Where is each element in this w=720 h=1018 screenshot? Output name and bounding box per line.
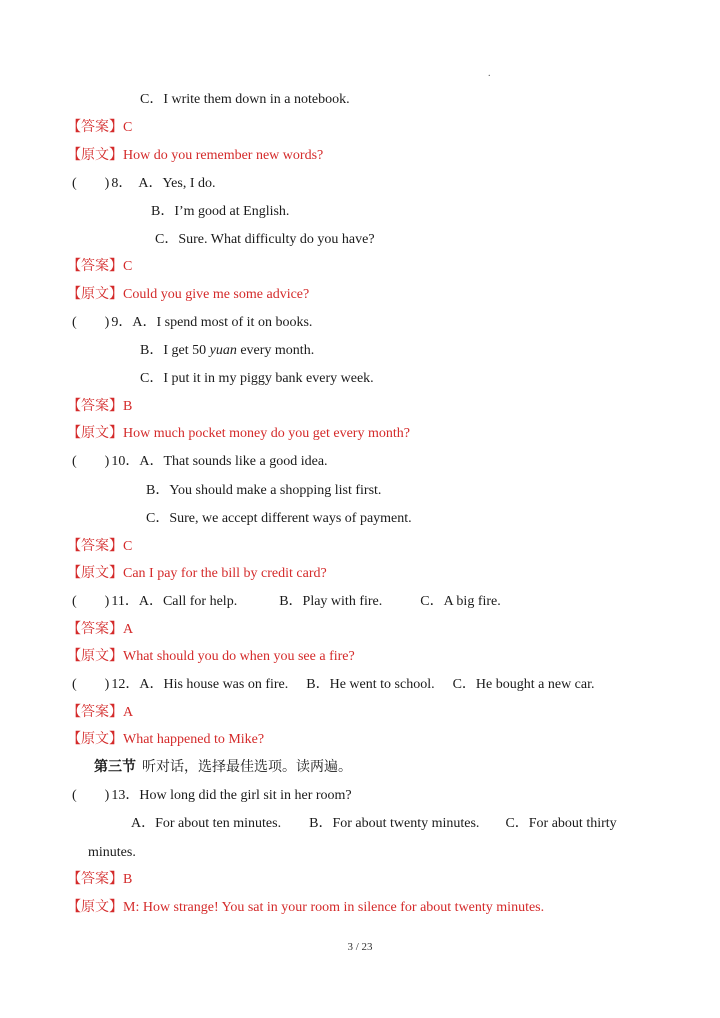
q8-option-b: B．I’m good at English. [151, 204, 290, 219]
answer-value: C [123, 539, 133, 554]
answer-label: 【答案】 [67, 120, 123, 135]
q8-option-a: A．Yes, I do. [138, 176, 216, 191]
answer-label: 【答案】 [67, 705, 123, 720]
answer-9 [67, 398, 132, 416]
q13-option-b: B．For about twenty minutes. [309, 816, 480, 831]
q9-row [72, 314, 312, 332]
transcript-11 [67, 648, 355, 666]
question-number: 11． [111, 594, 139, 609]
answer-blank-open: ( [72, 454, 77, 469]
section-instructions: 听对话，选择最佳选项。读两遍。 [142, 760, 352, 775]
answer-value: C [123, 259, 133, 274]
transcript-text: How much pocket money do you get every month? [123, 426, 410, 441]
q8-option-c: C．Sure. What difficulty do you have? [155, 232, 375, 247]
answer-7 [67, 119, 132, 137]
transcript-text: Could you give me some advice? [123, 287, 310, 302]
transcript-text: M: How strange! You sat in your room in silence for about twenty minutes. [123, 900, 545, 915]
answer-10 [67, 538, 132, 556]
answer-label: 【答案】 [67, 872, 123, 887]
q7-option-c: C．I write them down in a notebook. [140, 92, 350, 107]
transcript-text: How do you remember new words? [123, 148, 324, 163]
question-number: 13． [111, 788, 140, 803]
question-number: 10． [111, 454, 140, 469]
transcript-label: 【原文】 [67, 426, 123, 441]
answer-blank-close: ) [104, 176, 110, 191]
q13-row [72, 787, 352, 805]
section-title: 第三节 [94, 760, 136, 775]
q10-option-c: C．Sure, we accept different ways of payment. [146, 511, 412, 526]
q9-option-b-italic: yuan [209, 343, 237, 358]
answer-value: B [123, 872, 133, 887]
transcript-7 [67, 147, 323, 165]
transcript-text: Can I pay for the bill by credit card? [123, 566, 327, 581]
transcript-10 [67, 565, 327, 583]
q13-stem: How long did the girl sit in her room? [139, 788, 352, 803]
q8-row [72, 175, 216, 193]
answer-value: B [123, 399, 133, 414]
answer-blank-close: ) [104, 315, 110, 330]
transcript-text: What should you do when you see a fire? [123, 649, 355, 664]
answer-value: A [123, 705, 134, 720]
transcript-label: 【原文】 [67, 900, 123, 915]
q13-option-c-continued: minutes. [88, 845, 136, 860]
q10-option-b: B．You should make a shopping list first. [146, 483, 382, 498]
answer-12 [67, 704, 133, 722]
answer-8 [67, 258, 132, 276]
page-number: 3 / 23 [347, 941, 373, 953]
answer-label: 【答案】 [67, 539, 123, 554]
q9-option-a: A．I spend most of it on books. [132, 315, 313, 330]
q10-row [72, 453, 328, 471]
q13-option-a: A．For about ten minutes. [131, 816, 282, 831]
q9-option-b [140, 342, 314, 360]
question-number: 8． [111, 176, 133, 191]
answer-13 [67, 871, 132, 889]
transcript-8 [67, 286, 309, 304]
transcript-text: What happened to Mike? [123, 732, 265, 747]
q11-option-b: B．Play with fire. [279, 594, 383, 609]
answer-blank-open: ( [72, 788, 77, 803]
answer-11 [67, 621, 133, 639]
q9-option-c: C．I put it in my piggy bank every week. [140, 371, 374, 386]
transcript-9 [67, 425, 410, 443]
q11-option-c: C．A big fire. [420, 594, 501, 609]
answer-blank-close: ) [104, 677, 110, 692]
q12-row [72, 676, 595, 694]
transcript-label: 【原文】 [67, 148, 123, 163]
transcript-label: 【原文】 [67, 566, 123, 581]
answer-blank-open: ( [72, 677, 77, 692]
answer-label: 【答案】 [67, 259, 123, 274]
transcript-label: 【原文】 [67, 649, 123, 664]
section-heading [94, 759, 352, 777]
transcript-label: 【原文】 [67, 287, 123, 302]
q12-option-a: A．His house was on fire. [139, 677, 289, 692]
q9-option-b-post: every month. [236, 343, 315, 358]
answer-blank-open: ( [72, 176, 77, 191]
q10-option-a: A．That sounds like a good idea. [139, 454, 328, 469]
q12-option-c: C．He bought a new car. [452, 677, 595, 692]
transcript-label: 【原文】 [67, 732, 123, 747]
question-number: 12． [111, 677, 140, 692]
answer-label: 【答案】 [67, 399, 123, 414]
q13-options [131, 815, 617, 833]
answer-blank-open: ( [72, 315, 77, 330]
q9-option-b-pre: B．I get 50 [140, 343, 210, 358]
transcript-13 [67, 899, 544, 917]
q11-option-a: A．Call for help. [138, 594, 238, 609]
q12-option-b: B．He went to school. [306, 677, 435, 692]
header-mark: . [488, 68, 491, 79]
answer-value: A [123, 622, 134, 637]
transcript-12 [67, 731, 264, 749]
answer-label: 【答案】 [67, 622, 123, 637]
q11-row [72, 593, 501, 611]
answer-blank-open: ( [72, 594, 77, 609]
q13-option-c: C．For about thirty [505, 816, 617, 831]
answer-value: C [123, 120, 133, 135]
answer-blank-close: ) [104, 788, 110, 803]
question-number: 9． [111, 315, 133, 330]
answer-blank-close: ) [104, 454, 110, 469]
answer-blank-close: ) [104, 594, 110, 609]
